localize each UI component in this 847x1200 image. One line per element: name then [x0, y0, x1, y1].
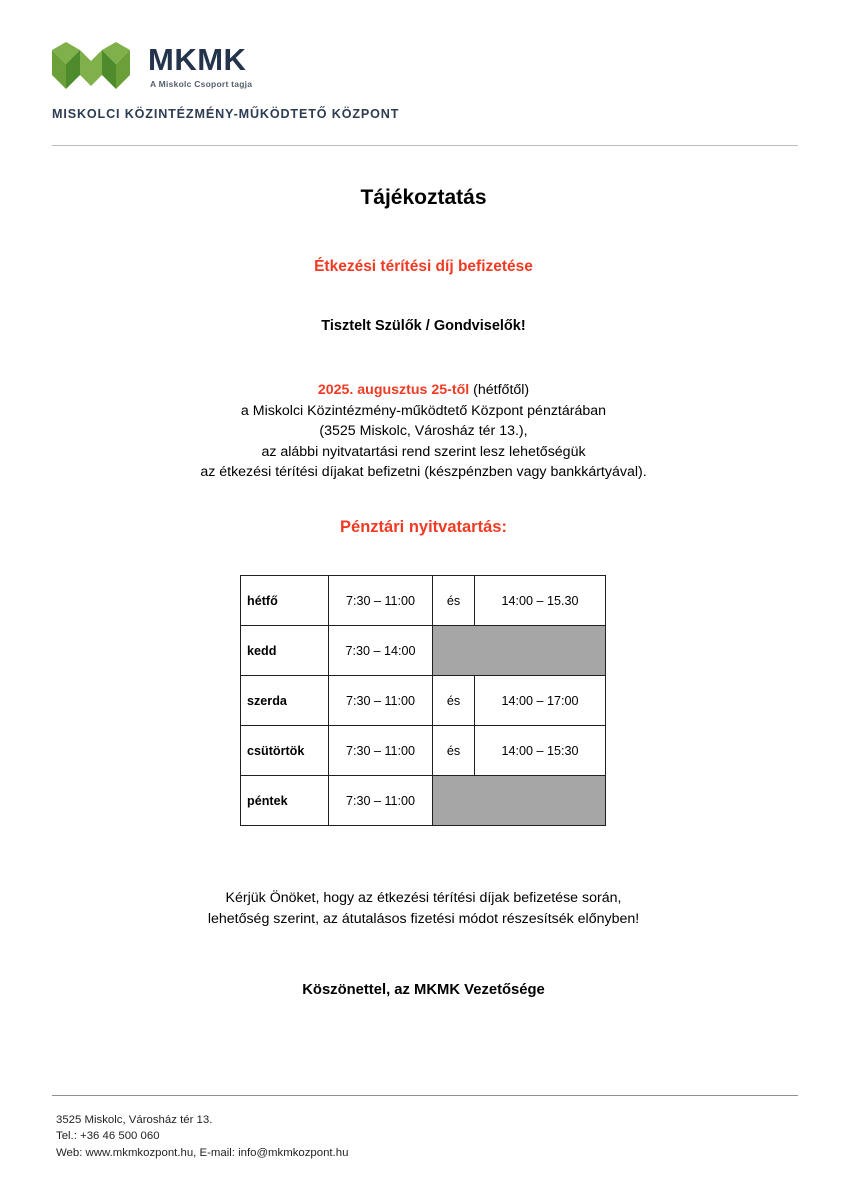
intro-line-1: [0, 380, 847, 401]
opening-hours-heading: Pénztári nyitvatartás:: [340, 518, 507, 536]
footer-contact: [56, 1112, 348, 1161]
cell-morning-hours: 7:30 – 11:00: [329, 776, 433, 826]
cell-conjunction: és: [433, 576, 475, 626]
cell-conjunction: és: [433, 726, 475, 776]
brand-lockup: [52, 42, 252, 89]
organization-name: MISKOLCI KÖZINTÉZMÉNY-MŰKÖDTETŐ KÖZPONT: [52, 107, 400, 121]
table-body: [241, 576, 606, 826]
cell-afternoon-hours: 14:00 – 17:00: [475, 676, 606, 726]
table-row: [241, 726, 606, 776]
cell-morning-hours: 7:30 – 11:00: [329, 726, 433, 776]
document-subtitle: Étkezési térítési díj befizetése: [314, 258, 533, 275]
footer-divider: [52, 1095, 798, 1096]
cell-afternoon-closed: [433, 776, 606, 826]
header-divider: [52, 145, 798, 146]
closing-line-1: Kérjük Önöket, hogy az étkezési térítési díjak befizetése során,: [225, 890, 622, 906]
footer-web-email: Web: www.mkmkozpont.hu, E-mail: info@mkmkozpont.hu: [56, 1146, 349, 1159]
cell-day: szerda: [241, 676, 329, 726]
brand-text-block: [148, 42, 252, 89]
cell-afternoon-closed: [433, 626, 606, 676]
effective-date: 2025. augusztus 25-től: [317, 382, 470, 398]
footer-address: 3525 Miskolc, Városház tér 13.: [56, 1114, 213, 1126]
table-row: [241, 676, 606, 726]
intro-line-3: (3525 Miskolc, Városház tér 13.),: [319, 423, 528, 440]
cell-morning-hours: 7:30 – 11:00: [329, 676, 433, 726]
footer-phone: Tel.: +36 46 500 060: [56, 1130, 160, 1143]
cell-day: péntek: [241, 776, 329, 826]
table-row: [241, 626, 606, 676]
intro-line-5: az étkezési térítési díjakat befizetni (készpénzben vagy bankkártyával).: [200, 464, 647, 481]
closing-paragraph: [0, 888, 847, 930]
cell-day: hétfő: [241, 576, 329, 626]
salutation: Tisztelt Szülők / Gondviselők!: [321, 318, 526, 334]
brand-tagline: A Miskolc Csoport tagja: [150, 78, 253, 89]
intro-line-2: a Miskolci Közintézmény-működtető Központ pénztárában: [240, 402, 607, 419]
opening-hours-table-wrapper: [240, 575, 606, 826]
intro-line-4: az alábbi nyitvatartási rend szerint lesz lehetőségük: [261, 443, 586, 460]
table-row: [241, 576, 606, 626]
table-row: [241, 776, 606, 826]
cell-afternoon-hours: 14:00 – 15:30: [475, 726, 606, 776]
mkmk-chevron-logo-icon: [52, 42, 130, 89]
opening-hours-table: [240, 575, 606, 826]
closing-line-2: lehetőség szerint, az átutalásos fizetési módot részesítsék előnyben!: [207, 911, 640, 927]
intro-paragraph: [0, 380, 847, 483]
brand-name: MKMK: [148, 42, 247, 77]
cell-morning-hours: 7:30 – 14:00: [329, 626, 433, 676]
cell-conjunction: és: [433, 676, 475, 726]
cell-morning-hours: 7:30 – 11:00: [329, 576, 433, 626]
signoff: Köszönettel, az MKMK Vezetősége: [302, 982, 545, 998]
cell-afternoon-hours: 14:00 – 15.30: [475, 576, 606, 626]
page-title: Tájékoztatás: [360, 186, 487, 209]
cell-day: kedd: [241, 626, 329, 676]
effective-date-note: (hétfőtől): [469, 382, 530, 398]
cell-day: csütörtök: [241, 726, 329, 776]
